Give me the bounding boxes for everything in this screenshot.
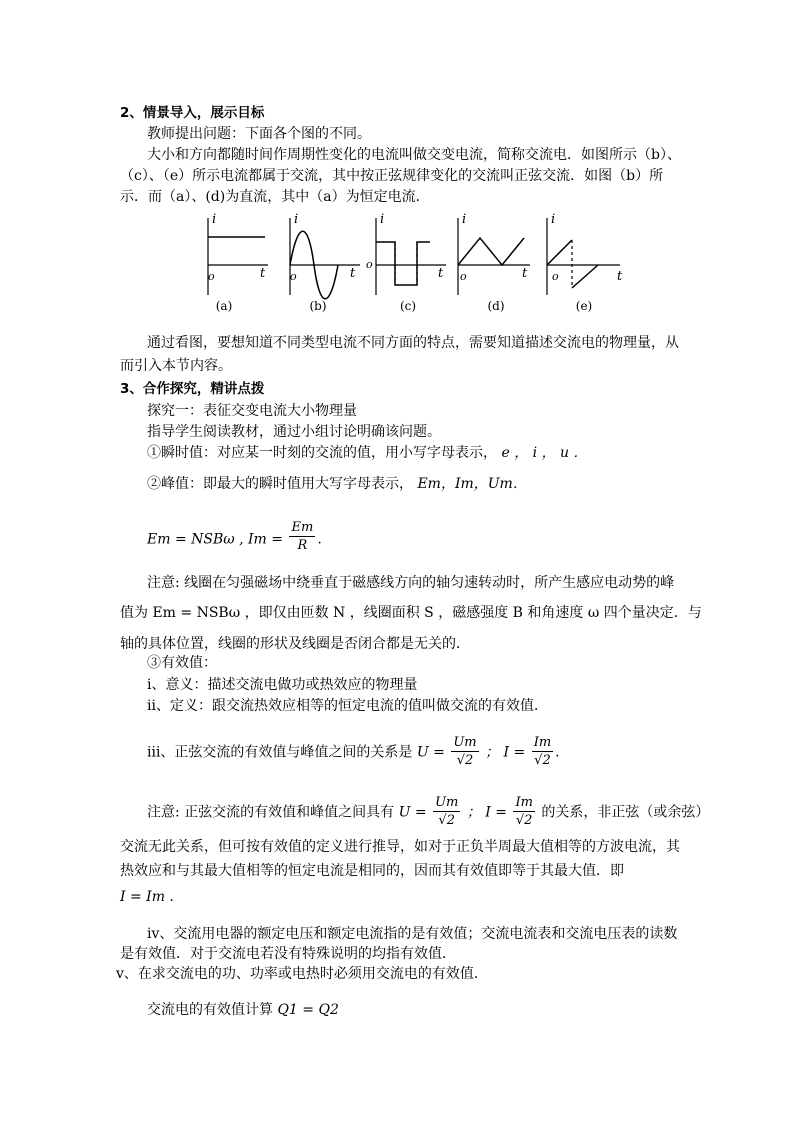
note2-U-den: √2 bbox=[438, 813, 455, 828]
origin-e: o bbox=[552, 270, 559, 283]
section2-line3: （c）、（e）所示电流都属于交流，其中按正弦规律变化的交流叫正弦交流．如图（b）所 bbox=[120, 168, 664, 184]
effective-calc-equation: Q1 = Q2 bbox=[277, 1002, 339, 1018]
section2-line2: 大小和方向都随时间作周期性变化的电流叫做交变电流，简称交流电．如图所示（b）、 bbox=[147, 147, 681, 163]
effective-definition: ⅱ、定义：跟交流热效应相等的恒定电流的值叫做交流的有效值． bbox=[147, 698, 548, 714]
note1-line-a: 注意: 线圈在匀强磁场中绕垂直于磁感线方向的轴匀速转动时，所产生感应电动势的峰 bbox=[147, 575, 675, 591]
section2-line4: 示．而（a）、(d)为直流，其中（a）为恒定电流． bbox=[120, 189, 430, 205]
axis-t-a: t bbox=[260, 266, 266, 281]
section2-heading: 2、情景导入，展示目标 bbox=[120, 105, 265, 121]
guide-text: 指导学生阅读教材，通过小组讨论明确该问题。 bbox=[147, 424, 441, 440]
note2-I-lhs: ； I = bbox=[466, 804, 507, 821]
axis-i-e: i bbox=[551, 212, 556, 227]
peak-value-text: ②峰值：即最大的瞬时值用大写字母表示， bbox=[147, 476, 413, 492]
effective-calc-text: 交流电的有效值计算 bbox=[147, 1002, 273, 1018]
current-waveform-figure bbox=[190, 210, 630, 320]
label-e: (e) bbox=[575, 299, 593, 313]
note2-line-a2: 的关系，非正弦（或余弦） bbox=[541, 804, 710, 821]
after-figure-line2: 而引入本节内容。 bbox=[120, 358, 232, 374]
peak-current-numerator: Em bbox=[291, 520, 314, 535]
origin-a: o bbox=[208, 270, 215, 283]
origin-c: o bbox=[366, 258, 373, 271]
effective-iv-line-b: 是有效值．对于交流电若没有特殊说明的均指有效值． bbox=[120, 946, 456, 962]
axis-i-c: i bbox=[380, 212, 385, 227]
section3-heading: 3、合作探究，精讲点拨 bbox=[120, 381, 265, 397]
relation-U-num: Um bbox=[453, 735, 477, 750]
axis-i-b: i bbox=[294, 212, 299, 227]
instant-value-text: ①瞬时值：对应某一时刻的交流的值，用小写字母表示， bbox=[147, 445, 497, 461]
effective-iv-line-a: ⅳ、交流用电器的额定电压和额定电流指的是有效值；交流电流表和交流电压表的读数 bbox=[147, 926, 678, 942]
axis-t-d: t bbox=[522, 266, 528, 281]
effective-value-heading: ③有效值： bbox=[147, 655, 217, 671]
axis-t-b: t bbox=[350, 266, 356, 281]
note2-U-num: Um bbox=[435, 795, 459, 810]
relation-I-lhs: ； I = bbox=[485, 744, 526, 761]
relation-I-den: √2 bbox=[534, 753, 551, 768]
note2-line-d: I = Im . bbox=[120, 889, 174, 905]
note2-line-c: 热效应和与其最大值相等的恒定电流是相同的，因而其有效值即等于其最大值．即 bbox=[120, 863, 624, 879]
origin-d: o bbox=[460, 270, 467, 283]
effective-meaning: ⅰ、意义：描述交流电做功或热效应的物理量 bbox=[147, 677, 418, 693]
peak-current-lhs: Im = bbox=[248, 531, 284, 548]
axis-i-a: i bbox=[212, 212, 217, 227]
axis-t-c: t bbox=[438, 266, 444, 281]
peak-emf-formula: Em = NSBω , bbox=[147, 531, 244, 548]
note1-line-c: 轴的具体位置，线圈的形状及线圈是否闭合都是无关的． bbox=[120, 636, 470, 652]
after-figure-line1: 通过看图，要想知道不同类型电流不同方面的特点，需要知道描述交流电的物理量，从 bbox=[147, 335, 679, 351]
label-a: (a) bbox=[215, 299, 233, 313]
note2-I-num: Im bbox=[515, 795, 533, 810]
axis-t-e: t bbox=[617, 269, 623, 284]
note2-line-a: 注意: 正弦交流的有效值和峰值之间具有 bbox=[147, 804, 395, 821]
note2-line-b: 交流无此关系，但可按有效值的定义进行推导，如对于正负半周最大值相等的方波电流，其 bbox=[120, 839, 680, 855]
label-b: (b) bbox=[309, 299, 327, 313]
explore-one: 探究一：表征交变电流大小物理量 bbox=[147, 403, 357, 419]
label-c: (c) bbox=[399, 299, 417, 313]
relation-U-den: √2 bbox=[456, 753, 474, 768]
effective-relation-text: ⅲ、正弦交流的有效值与峰值之间的关系是 bbox=[147, 744, 413, 761]
note2-I-den: √2 bbox=[515, 813, 533, 828]
relation-I-num: Im bbox=[533, 735, 552, 750]
relation-U-lhs: U = bbox=[416, 744, 445, 761]
peak-symbols: Em，Im，Um． bbox=[417, 476, 527, 492]
peak-current-denominator: R bbox=[297, 538, 308, 553]
origin-b: o bbox=[290, 270, 297, 283]
note1-line-b: 值为 Em = NSBω ，即仅由匝数 N ，线圈面积 S ，磁感强度 B 和角速度 ω 四个量决定．与 bbox=[120, 605, 702, 621]
section2-line1: 教师提出问题：下面各个图的不同。 bbox=[147, 126, 371, 142]
effective-v: ⅴ、在求交流电的功、功率或电热时必须用交流电的有效值． bbox=[116, 966, 488, 982]
axis-i-d: i bbox=[462, 212, 467, 227]
instant-symbols: e ， i ， u ． bbox=[501, 445, 588, 461]
label-d: (d) bbox=[487, 299, 505, 313]
note2-U-lhs: U = bbox=[398, 804, 427, 821]
